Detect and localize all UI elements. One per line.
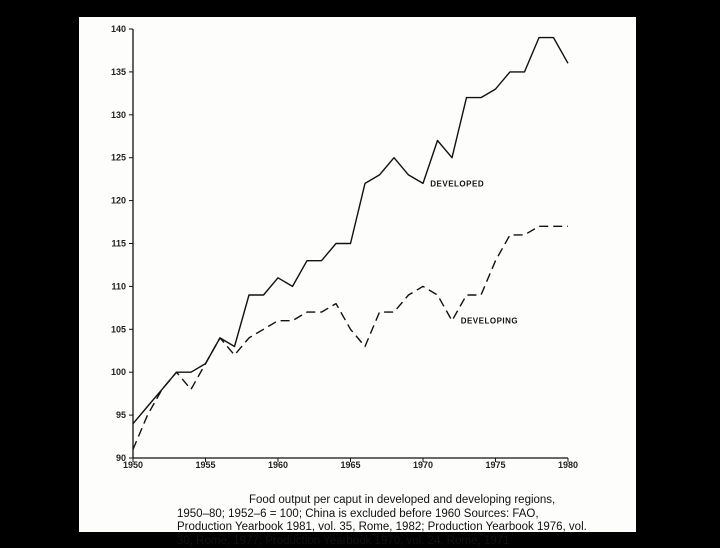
series-labels	[430, 179, 518, 325]
y-tick-label: 135	[111, 67, 126, 77]
y-tick-label: 130	[111, 110, 126, 120]
food-output-chart	[79, 17, 636, 487]
y-axis-ticks	[111, 24, 133, 463]
y-tick-label: 115	[111, 239, 126, 249]
chart-series	[133, 38, 568, 450]
x-tick-label: 1975	[485, 460, 505, 470]
x-tick-label: 1950	[123, 460, 143, 470]
y-tick-label: 110	[111, 281, 126, 291]
x-tick-label: 1970	[413, 460, 433, 470]
scanned-page	[79, 17, 636, 532]
x-tick-label: 1960	[268, 460, 288, 470]
y-tick-label: 120	[111, 196, 126, 206]
label-developing: DEVELOPING	[461, 317, 518, 326]
caption-line-1: Food output per caput in developed and developing regions,	[177, 494, 697, 508]
y-tick-label: 140	[111, 24, 126, 34]
series-line-developing	[133, 226, 568, 449]
y-tick-label: 105	[111, 324, 126, 334]
x-axis-ticks	[123, 458, 578, 470]
y-tick-label: 125	[111, 153, 126, 163]
x-tick-label: 1955	[195, 460, 215, 470]
x-tick-label: 1980	[558, 460, 578, 470]
caption-line-4: 30, Rome, 1977; Production Yearbook 1970, vol. 24, Rome, 1971	[177, 535, 697, 548]
y-tick-label: 95	[116, 410, 126, 420]
y-tick-label: 100	[111, 367, 126, 377]
label-developed: DEVELOPED	[430, 179, 484, 188]
caption-line-3: Production Yearbook 1981, vol. 35, Rome, 1982; Production Yearbook 1976, vol.	[177, 521, 697, 535]
series-line-developed	[133, 38, 568, 424]
caption-line-2: 1950–80; 1952–6 = 100; China is excluded before 1960 Sources: FAO,	[177, 508, 697, 522]
y-tick-label: 90	[116, 453, 126, 463]
x-tick-label: 1965	[340, 460, 360, 470]
